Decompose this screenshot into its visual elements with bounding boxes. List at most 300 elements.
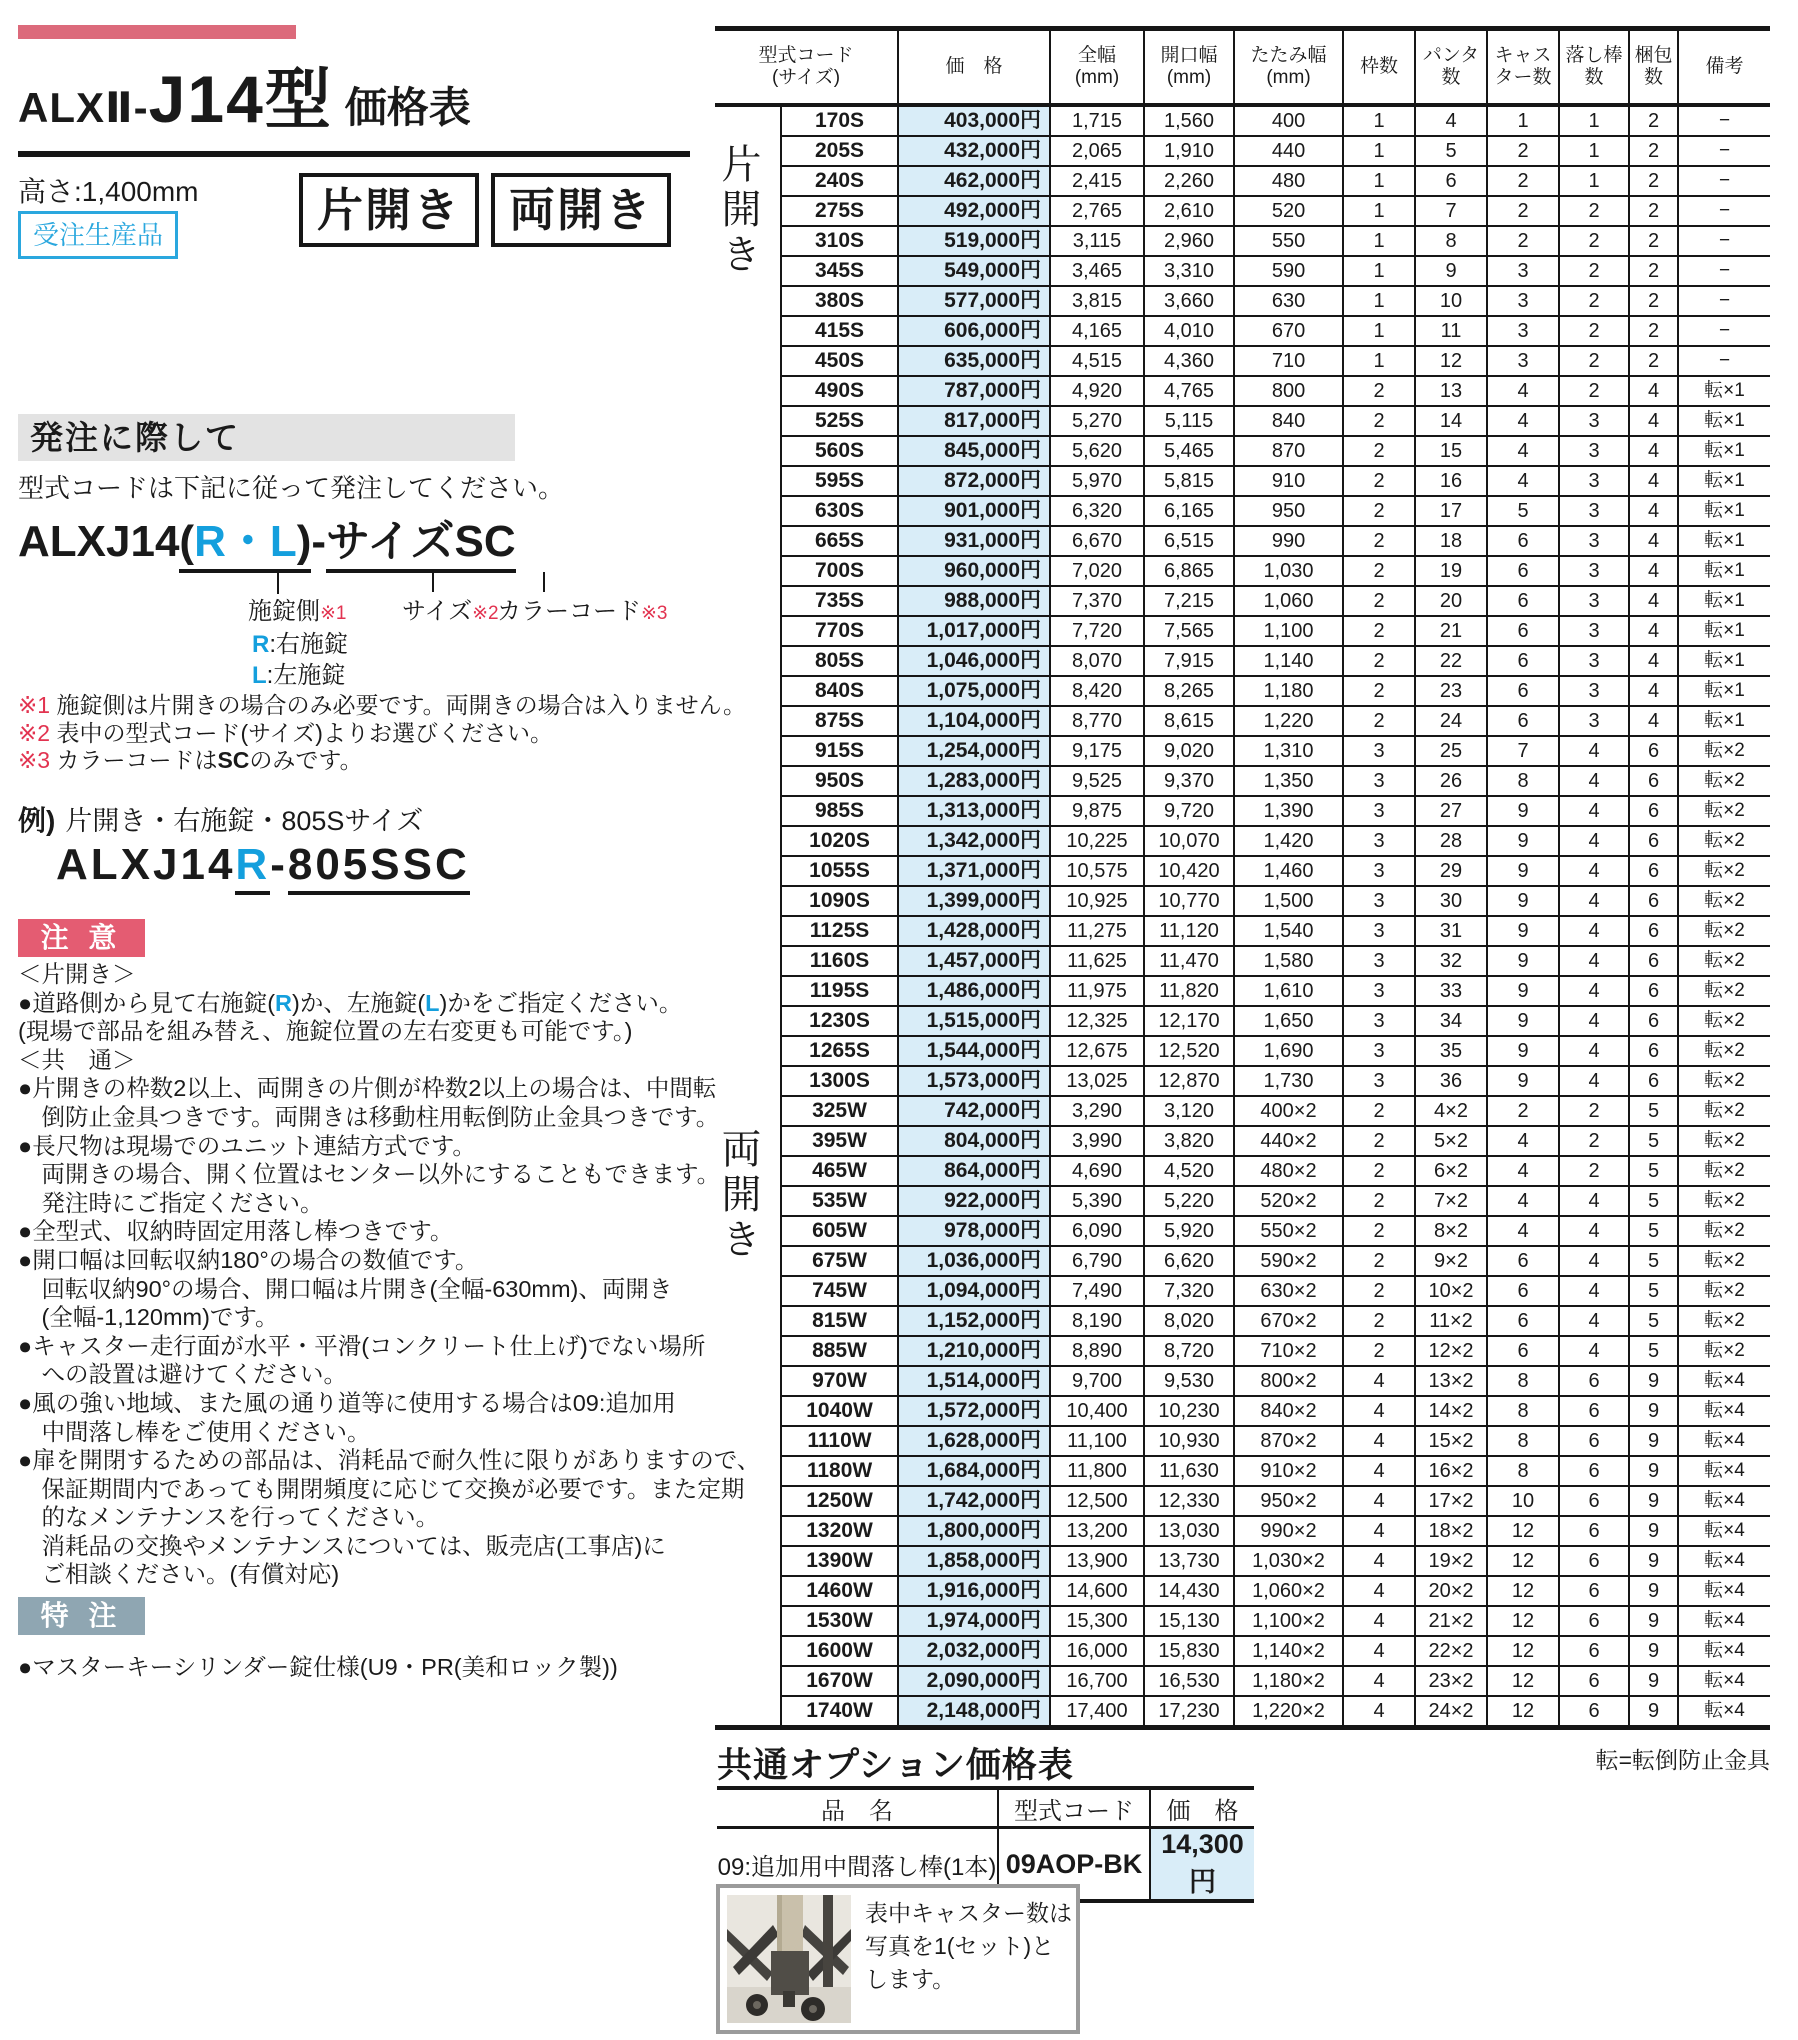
table-row bbox=[715, 1366, 1770, 1396]
cell-price: 1,017,000円 bbox=[898, 616, 1050, 646]
height-label: 高さ:1,400mm bbox=[18, 176, 199, 207]
cell-remarks: 転×2 bbox=[1678, 1186, 1770, 1216]
table-row bbox=[715, 1336, 1770, 1366]
cell-casters: 6 bbox=[1487, 586, 1559, 616]
cell-model-code: 1055S bbox=[781, 856, 898, 886]
cell-remarks: − bbox=[1678, 105, 1770, 136]
cell-packages: 9 bbox=[1629, 1426, 1678, 1456]
cell-overall-width: 5,970 bbox=[1050, 466, 1144, 496]
cell-casters: 9 bbox=[1487, 886, 1559, 916]
option-col-name: 品 名 bbox=[717, 1788, 998, 1828]
cell-folded-width: 550 bbox=[1234, 226, 1343, 256]
cell-frames: 3 bbox=[1343, 886, 1415, 916]
table-row bbox=[715, 166, 1770, 196]
cell-overall-width: 4,920 bbox=[1050, 376, 1144, 406]
cell-casters: 2 bbox=[1487, 1096, 1559, 1126]
cell-frames: 4 bbox=[1343, 1426, 1415, 1456]
table-row bbox=[715, 886, 1770, 916]
table-row bbox=[715, 496, 1770, 526]
cell-packages: 6 bbox=[1629, 766, 1678, 796]
cell-drop-rods: 2 bbox=[1559, 1156, 1629, 1186]
cell-drop-rods: 4 bbox=[1559, 1336, 1629, 1366]
cell-remarks: − bbox=[1678, 346, 1770, 376]
cell-opening-width: 8,020 bbox=[1144, 1306, 1234, 1336]
cell-casters: 9 bbox=[1487, 796, 1559, 826]
cell-model-code: 560S bbox=[781, 436, 898, 466]
cell-packages: 9 bbox=[1629, 1516, 1678, 1546]
table-row bbox=[715, 346, 1770, 376]
cell-drop-rods: 6 bbox=[1559, 1576, 1629, 1606]
caster-note-line: します。 bbox=[865, 1966, 956, 1992]
cell-frames: 1 bbox=[1343, 346, 1415, 376]
cell-frames: 4 bbox=[1343, 1486, 1415, 1516]
cell-casters: 12 bbox=[1487, 1666, 1559, 1696]
cell-model-code: 1020S bbox=[781, 826, 898, 856]
caster-note-line: 写真を1(セット)と bbox=[865, 1933, 1055, 1959]
cell-remarks: 転×4 bbox=[1678, 1486, 1770, 1516]
cell-packages: 4 bbox=[1629, 406, 1678, 436]
cell-price: 988,000円 bbox=[898, 586, 1050, 616]
cell-price: 1,075,000円 bbox=[898, 676, 1050, 706]
cell-drop-rods: 6 bbox=[1559, 1636, 1629, 1666]
cell-price: 1,916,000円 bbox=[898, 1576, 1050, 1606]
cell-price: 922,000円 bbox=[898, 1186, 1050, 1216]
cell-model-code: 1180W bbox=[781, 1456, 898, 1486]
cell-frames: 4 bbox=[1343, 1396, 1415, 1426]
cell-frames: 2 bbox=[1343, 1186, 1415, 1216]
cell-drop-rods: 4 bbox=[1559, 796, 1629, 826]
cell-drop-rods: 6 bbox=[1559, 1366, 1629, 1396]
cell-packages: 5 bbox=[1629, 1336, 1678, 1366]
cell-overall-width: 10,925 bbox=[1050, 886, 1144, 916]
cell-price: 1,515,000円 bbox=[898, 1006, 1050, 1036]
cell-price: 978,000円 bbox=[898, 1216, 1050, 1246]
cell-drop-rods: 3 bbox=[1559, 436, 1629, 466]
table-row bbox=[715, 136, 1770, 166]
cell-model-code: 465W bbox=[781, 1156, 898, 1186]
cell-remarks: 転×1 bbox=[1678, 466, 1770, 496]
cell-opening-width: 5,920 bbox=[1144, 1216, 1234, 1246]
cell-opening-width: 9,530 bbox=[1144, 1366, 1234, 1396]
cell-casters: 12 bbox=[1487, 1516, 1559, 1546]
cell-overall-width: 4,165 bbox=[1050, 316, 1144, 346]
cell-drop-rods: 4 bbox=[1559, 766, 1629, 796]
cell-drop-rods: 3 bbox=[1559, 676, 1629, 706]
cell-opening-width: 11,820 bbox=[1144, 976, 1234, 1006]
cell-casters: 3 bbox=[1487, 316, 1559, 346]
cell-packages: 6 bbox=[1629, 856, 1678, 886]
cell-remarks: 転×2 bbox=[1678, 766, 1770, 796]
cell-packages: 9 bbox=[1629, 1576, 1678, 1606]
cell-folded-width: 950 bbox=[1234, 496, 1343, 526]
table-row bbox=[715, 616, 1770, 646]
cell-frames: 4 bbox=[1343, 1666, 1415, 1696]
cell-casters: 6 bbox=[1487, 1306, 1559, 1336]
cell-drop-rods: 2 bbox=[1559, 196, 1629, 226]
cell-packages: 9 bbox=[1629, 1366, 1678, 1396]
cell-pantograph: 32 bbox=[1415, 946, 1487, 976]
cell-remarks: 転×2 bbox=[1678, 1126, 1770, 1156]
cell-opening-width: 11,120 bbox=[1144, 916, 1234, 946]
cell-drop-rods: 2 bbox=[1559, 346, 1629, 376]
cell-price: 960,000円 bbox=[898, 556, 1050, 586]
caution-header: 注 意 bbox=[18, 919, 145, 957]
caution-line: (全幅-1,120mm)です。 bbox=[18, 1304, 279, 1331]
cell-drop-rods: 4 bbox=[1559, 1066, 1629, 1096]
cell-price: 1,283,000円 bbox=[898, 766, 1050, 796]
cell-overall-width: 4,690 bbox=[1050, 1156, 1144, 1186]
cell-pantograph: 22×2 bbox=[1415, 1636, 1487, 1666]
cell-casters: 4 bbox=[1487, 1216, 1559, 1246]
cell-drop-rods: 3 bbox=[1559, 616, 1629, 646]
cell-folded-width: 550×2 bbox=[1234, 1216, 1343, 1246]
cell-pantograph: 23×2 bbox=[1415, 1666, 1487, 1696]
cell-casters: 4 bbox=[1487, 1186, 1559, 1216]
cell-remarks: 転×2 bbox=[1678, 1276, 1770, 1306]
cell-frames: 2 bbox=[1343, 1246, 1415, 1276]
cell-pantograph: 34 bbox=[1415, 1006, 1487, 1036]
cell-model-code: 1670W bbox=[781, 1666, 898, 1696]
cell-price: 1,399,000円 bbox=[898, 886, 1050, 916]
cell-pantograph: 9 bbox=[1415, 256, 1487, 286]
table-row bbox=[715, 1246, 1770, 1276]
cell-folded-width: 1,390 bbox=[1234, 796, 1343, 826]
cell-frames: 1 bbox=[1343, 226, 1415, 256]
cell-remarks: 転×1 bbox=[1678, 436, 1770, 466]
cell-pantograph: 4×2 bbox=[1415, 1096, 1487, 1126]
cell-drop-rods: 2 bbox=[1559, 286, 1629, 316]
cell-overall-width: 13,025 bbox=[1050, 1066, 1144, 1096]
caution-line: ＜片開き＞ bbox=[18, 961, 136, 987]
cell-frames: 4 bbox=[1343, 1516, 1415, 1546]
cell-casters: 6 bbox=[1487, 706, 1559, 736]
cell-casters: 6 bbox=[1487, 676, 1559, 706]
cell-folded-width: 870 bbox=[1234, 436, 1343, 466]
table-row bbox=[715, 1606, 1770, 1636]
cell-pantograph: 28 bbox=[1415, 826, 1487, 856]
cell-pantograph: 5×2 bbox=[1415, 1126, 1487, 1156]
cell-frames: 3 bbox=[1343, 976, 1415, 1006]
cell-folded-width: 1,650 bbox=[1234, 1006, 1343, 1036]
cell-frames: 1 bbox=[1343, 316, 1415, 346]
cell-pantograph: 16 bbox=[1415, 466, 1487, 496]
cell-frames: 2 bbox=[1343, 1306, 1415, 1336]
cell-folded-width: 630×2 bbox=[1234, 1276, 1343, 1306]
col-header-model-code: 型式コード (サイズ) bbox=[715, 29, 898, 106]
option-col-price: 価 格 bbox=[1150, 1788, 1254, 1828]
cell-pantograph: 7×2 bbox=[1415, 1186, 1487, 1216]
cell-price: 1,858,000円 bbox=[898, 1546, 1050, 1576]
cell-remarks: 転×2 bbox=[1678, 1096, 1770, 1126]
cell-frames: 1 bbox=[1343, 136, 1415, 166]
cell-overall-width: 8,770 bbox=[1050, 706, 1144, 736]
table-row bbox=[715, 1576, 1770, 1606]
cell-frames: 2 bbox=[1343, 616, 1415, 646]
caution-line: ●片開きの枠数2以上、両開きの片側が枠数2以上の場合は、中間転 bbox=[18, 1075, 717, 1102]
cell-casters: 1 bbox=[1487, 105, 1559, 136]
cell-drop-rods: 2 bbox=[1559, 1126, 1629, 1156]
cell-packages: 6 bbox=[1629, 946, 1678, 976]
cell-remarks: 転×4 bbox=[1678, 1456, 1770, 1486]
cell-overall-width: 9,525 bbox=[1050, 766, 1144, 796]
code-lock-segment: (R・L) bbox=[179, 517, 311, 573]
table-row bbox=[715, 1006, 1770, 1036]
cell-model-code: 985S bbox=[781, 796, 898, 826]
cell-pantograph: 6 bbox=[1415, 166, 1487, 196]
cell-price: 864,000円 bbox=[898, 1156, 1050, 1186]
cell-drop-rods: 2 bbox=[1559, 376, 1629, 406]
cell-overall-width: 11,800 bbox=[1050, 1456, 1144, 1486]
cell-model-code: 745W bbox=[781, 1276, 898, 1306]
table-row bbox=[715, 586, 1770, 616]
cell-price: 2,090,000円 bbox=[898, 1666, 1050, 1696]
cell-packages: 5 bbox=[1629, 1246, 1678, 1276]
cell-remarks: 転×4 bbox=[1678, 1606, 1770, 1636]
table-row bbox=[715, 796, 1770, 826]
option-cell-price: 14,300円 bbox=[1150, 1828, 1254, 1902]
cell-remarks: 転×2 bbox=[1678, 826, 1770, 856]
cell-casters: 6 bbox=[1487, 1246, 1559, 1276]
cell-overall-width: 10,400 bbox=[1050, 1396, 1144, 1426]
cell-price: 432,000円 bbox=[898, 136, 1050, 166]
cell-opening-width: 2,610 bbox=[1144, 196, 1234, 226]
cell-casters: 9 bbox=[1487, 1036, 1559, 1066]
price-table-header bbox=[715, 29, 1770, 106]
cell-drop-rods: 6 bbox=[1559, 1516, 1629, 1546]
cell-frames: 2 bbox=[1343, 1156, 1415, 1186]
cell-packages: 9 bbox=[1629, 1546, 1678, 1576]
cell-drop-rods: 4 bbox=[1559, 1216, 1629, 1246]
cell-price: 1,210,000円 bbox=[898, 1336, 1050, 1366]
cell-remarks: 転×2 bbox=[1678, 916, 1770, 946]
cell-packages: 4 bbox=[1629, 616, 1678, 646]
table-row bbox=[715, 646, 1770, 676]
table-row bbox=[715, 436, 1770, 466]
cell-frames: 3 bbox=[1343, 766, 1415, 796]
cell-packages: 6 bbox=[1629, 1036, 1678, 1066]
cell-overall-width: 1,715 bbox=[1050, 105, 1144, 136]
cell-model-code: 950S bbox=[781, 766, 898, 796]
cell-packages: 4 bbox=[1629, 526, 1678, 556]
cell-casters: 2 bbox=[1487, 226, 1559, 256]
cell-remarks: 転×2 bbox=[1678, 1306, 1770, 1336]
cell-casters: 7 bbox=[1487, 736, 1559, 766]
cell-remarks: − bbox=[1678, 166, 1770, 196]
cell-drop-rods: 4 bbox=[1559, 946, 1629, 976]
cell-casters: 6 bbox=[1487, 1276, 1559, 1306]
cell-pantograph: 17×2 bbox=[1415, 1486, 1487, 1516]
diagram-connector bbox=[432, 572, 434, 592]
cell-overall-width: 11,625 bbox=[1050, 946, 1144, 976]
cell-remarks: 転×4 bbox=[1678, 1516, 1770, 1546]
cell-opening-width: 13,030 bbox=[1144, 1516, 1234, 1546]
cell-price: 2,148,000円 bbox=[898, 1696, 1050, 1728]
cell-opening-width: 7,215 bbox=[1144, 586, 1234, 616]
cell-price: 1,254,000円 bbox=[898, 736, 1050, 766]
table-row bbox=[715, 1066, 1770, 1096]
cell-price: 2,032,000円 bbox=[898, 1636, 1050, 1666]
cell-model-code: 595S bbox=[781, 466, 898, 496]
cell-frames: 2 bbox=[1343, 676, 1415, 706]
cell-remarks: 転×2 bbox=[1678, 856, 1770, 886]
cell-opening-width: 5,220 bbox=[1144, 1186, 1234, 1216]
cell-folded-width: 910×2 bbox=[1234, 1456, 1343, 1486]
cell-opening-width: 12,870 bbox=[1144, 1066, 1234, 1096]
cell-folded-width: 400×2 bbox=[1234, 1096, 1343, 1126]
cell-pantograph: 17 bbox=[1415, 496, 1487, 526]
title-series: ALXⅡ- bbox=[18, 84, 149, 131]
caution-line: ●扉を開閉するための部品は、消耗品で耐久性に限りがありますので、 bbox=[18, 1447, 761, 1474]
cell-packages: 9 bbox=[1629, 1696, 1678, 1728]
cell-frames: 1 bbox=[1343, 105, 1415, 136]
cell-price: 1,457,000円 bbox=[898, 946, 1050, 976]
cell-remarks: 転×2 bbox=[1678, 886, 1770, 916]
cell-frames: 3 bbox=[1343, 1066, 1415, 1096]
cell-overall-width: 4,515 bbox=[1050, 346, 1144, 376]
cell-model-code: 310S bbox=[781, 226, 898, 256]
caution-line: 発注時にご指定ください。 bbox=[18, 1189, 324, 1216]
caster-note-text bbox=[851, 1895, 1072, 2023]
cell-drop-rods: 4 bbox=[1559, 826, 1629, 856]
cell-folded-width: 710 bbox=[1234, 346, 1343, 376]
cell-model-code: 770S bbox=[781, 616, 898, 646]
example-code: ALXJ14R-805SSC bbox=[56, 840, 470, 890]
cell-packages: 9 bbox=[1629, 1666, 1678, 1696]
cell-opening-width: 5,465 bbox=[1144, 436, 1234, 466]
col-header-frames: 枠数 bbox=[1343, 29, 1415, 106]
cell-frames: 4 bbox=[1343, 1576, 1415, 1606]
cell-model-code: 1740W bbox=[781, 1696, 898, 1728]
cell-price: 519,000円 bbox=[898, 226, 1050, 256]
cell-remarks: − bbox=[1678, 286, 1770, 316]
cell-packages: 9 bbox=[1629, 1486, 1678, 1516]
cell-packages: 4 bbox=[1629, 496, 1678, 526]
footnote-2: ※2 表中の型式コード(サイズ)よりお選びください。 bbox=[18, 719, 553, 746]
cell-opening-width: 13,730 bbox=[1144, 1546, 1234, 1576]
cell-drop-rods: 3 bbox=[1559, 466, 1629, 496]
caution-line: ●全型式、収納時固定用落し棒つきです。 bbox=[18, 1218, 454, 1245]
caution-line: 消耗品の交換やメンテナンスについては、販売店(工事店)に bbox=[18, 1532, 666, 1559]
cell-pantograph: 31 bbox=[1415, 916, 1487, 946]
table-row bbox=[715, 856, 1770, 886]
cell-pantograph: 6×2 bbox=[1415, 1156, 1487, 1186]
table-row bbox=[715, 1456, 1770, 1486]
cell-pantograph: 19×2 bbox=[1415, 1546, 1487, 1576]
cell-overall-width: 5,270 bbox=[1050, 406, 1144, 436]
cell-opening-width: 11,470 bbox=[1144, 946, 1234, 976]
cell-casters: 2 bbox=[1487, 136, 1559, 166]
cell-drop-rods: 6 bbox=[1559, 1426, 1629, 1456]
table-row bbox=[715, 1666, 1770, 1696]
cell-remarks: 転×2 bbox=[1678, 1246, 1770, 1276]
cell-remarks: 転×1 bbox=[1678, 646, 1770, 676]
table-row bbox=[715, 916, 1770, 946]
cell-drop-rods: 2 bbox=[1559, 256, 1629, 286]
cell-pantograph: 12×2 bbox=[1415, 1336, 1487, 1366]
cell-model-code: 1530W bbox=[781, 1606, 898, 1636]
cell-drop-rods: 4 bbox=[1559, 916, 1629, 946]
cell-pantograph: 22 bbox=[1415, 646, 1487, 676]
cell-model-code: 815W bbox=[781, 1306, 898, 1336]
cell-casters: 12 bbox=[1487, 1696, 1559, 1728]
cell-packages: 5 bbox=[1629, 1126, 1678, 1156]
cell-drop-rods: 2 bbox=[1559, 226, 1629, 256]
cell-opening-width: 7,565 bbox=[1144, 616, 1234, 646]
table-row bbox=[715, 1036, 1770, 1066]
cell-opening-width: 7,915 bbox=[1144, 646, 1234, 676]
code-lock-letters: R・L bbox=[194, 517, 297, 566]
cell-frames: 3 bbox=[1343, 1006, 1415, 1036]
cell-overall-width: 10,575 bbox=[1050, 856, 1144, 886]
caution-line: ＜共 通＞ bbox=[18, 1046, 136, 1073]
cell-opening-width: 12,520 bbox=[1144, 1036, 1234, 1066]
model-code-diagram: ALXJ14(R・L)-サイズSC bbox=[18, 505, 516, 569]
cell-model-code: 1390W bbox=[781, 1546, 898, 1576]
cell-packages: 9 bbox=[1629, 1456, 1678, 1486]
cell-folded-width: 1,100 bbox=[1234, 616, 1343, 646]
table-row bbox=[715, 736, 1770, 766]
cell-packages: 6 bbox=[1629, 826, 1678, 856]
cell-model-code: 415S bbox=[781, 316, 898, 346]
cell-frames: 1 bbox=[1343, 286, 1415, 316]
cell-drop-rods: 1 bbox=[1559, 136, 1629, 166]
cell-packages: 6 bbox=[1629, 976, 1678, 1006]
caution-line: 中間落し棒をご使用ください。 bbox=[18, 1418, 371, 1445]
cell-packages: 4 bbox=[1629, 586, 1678, 616]
caution-line: ご相談ください。(有償対応) bbox=[18, 1561, 340, 1588]
cell-casters: 4 bbox=[1487, 376, 1559, 406]
single-swing-rows bbox=[715, 105, 1770, 1096]
cell-frames: 4 bbox=[1343, 1546, 1415, 1576]
caution-line: (現場で部品を組み替え、施錠位置の左右変更も可能です。) bbox=[18, 1018, 633, 1045]
cell-overall-width: 9,875 bbox=[1050, 796, 1144, 826]
cell-packages: 4 bbox=[1629, 676, 1678, 706]
cell-overall-width: 14,600 bbox=[1050, 1576, 1144, 1606]
table-row bbox=[715, 256, 1770, 286]
col-header-casters: キャス ター数 bbox=[1487, 29, 1559, 106]
cell-model-code: 1320W bbox=[781, 1516, 898, 1546]
cell-opening-width: 16,530 bbox=[1144, 1666, 1234, 1696]
cell-remarks: − bbox=[1678, 256, 1770, 286]
cell-overall-width: 5,620 bbox=[1050, 436, 1144, 466]
badge-double-swing: 両開き bbox=[491, 173, 671, 247]
cell-casters: 12 bbox=[1487, 1576, 1559, 1606]
cell-frames: 2 bbox=[1343, 556, 1415, 586]
cell-price: 462,000円 bbox=[898, 166, 1050, 196]
cell-frames: 3 bbox=[1343, 796, 1415, 826]
lock-side-label: 施錠側※1 bbox=[248, 598, 347, 625]
cell-pantograph: 9×2 bbox=[1415, 1246, 1487, 1276]
cell-packages: 6 bbox=[1629, 1066, 1678, 1096]
caster-photo bbox=[727, 1895, 851, 2023]
cell-model-code: 665S bbox=[781, 526, 898, 556]
cell-drop-rods: 3 bbox=[1559, 496, 1629, 526]
cell-model-code: 380S bbox=[781, 286, 898, 316]
col-header-overall-width: 全幅 (mm) bbox=[1050, 29, 1144, 106]
cell-frames: 4 bbox=[1343, 1696, 1415, 1728]
cell-price: 1,342,000円 bbox=[898, 826, 1050, 856]
cell-remarks: 転×2 bbox=[1678, 1216, 1770, 1246]
footnote-list bbox=[18, 692, 746, 775]
ordering-section-header: 発注に際して bbox=[18, 414, 515, 461]
cell-remarks: 転×1 bbox=[1678, 496, 1770, 526]
cell-opening-width: 3,310 bbox=[1144, 256, 1234, 286]
cell-price: 817,000円 bbox=[898, 406, 1050, 436]
cell-packages: 2 bbox=[1629, 316, 1678, 346]
col-header-price: 価 格 bbox=[898, 29, 1050, 106]
cell-drop-rods: 6 bbox=[1559, 1546, 1629, 1576]
cell-model-code: 240S bbox=[781, 166, 898, 196]
